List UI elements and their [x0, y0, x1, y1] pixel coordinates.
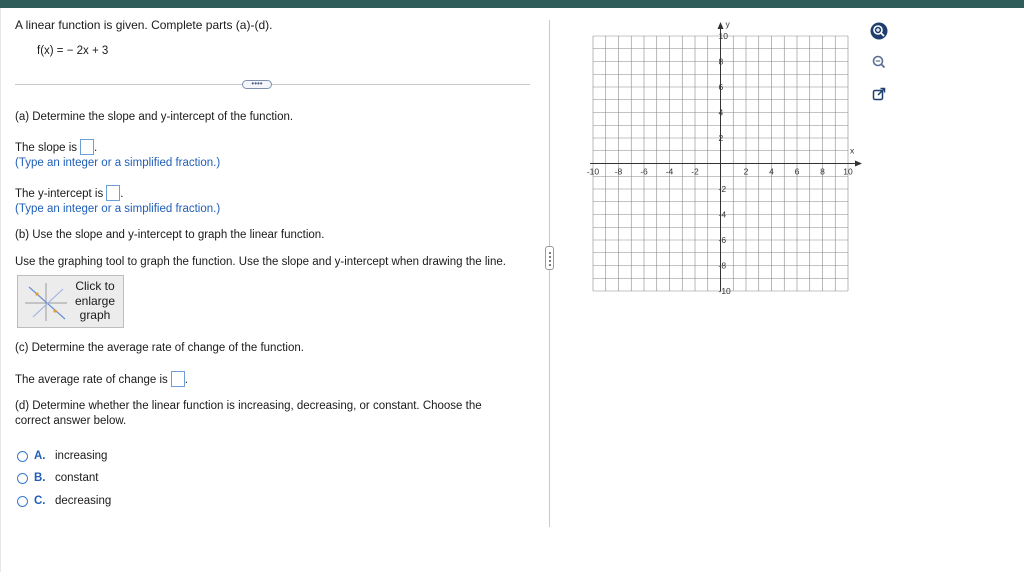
x-tick-label: -10: [586, 166, 600, 177]
rate-row: The average rate of change is .: [15, 371, 188, 387]
x-tick-label: 10: [843, 166, 853, 177]
intercept-input[interactable]: [106, 185, 120, 201]
option-c-radio[interactable]: [17, 496, 28, 507]
graph-canvas[interactable]: [586, 18, 866, 303]
slope-row: The slope is .: [15, 139, 97, 155]
slope-input[interactable]: [80, 139, 94, 155]
x-tick-label: 4: [769, 166, 774, 177]
x-tick-label: -4: [665, 166, 674, 177]
part-d-prompt-line2: correct answer below.: [15, 415, 127, 427]
y-tick-label: 6: [718, 82, 724, 92]
function-text: f(x) = − 2x + 3: [37, 45, 109, 57]
option-c[interactable]: [17, 495, 111, 507]
option-b-letter: B.: [34, 472, 46, 484]
x-tick-label: -6: [640, 166, 648, 177]
x-tick-label: 6: [794, 166, 800, 177]
enlarge-graph-label: Click to enlarge graph: [74, 279, 116, 322]
zoom-in-icon: [870, 22, 888, 40]
option-a-letter: A.: [34, 450, 46, 462]
y-tick-label: 10: [718, 31, 728, 41]
y-tick-label: -10: [718, 286, 731, 296]
part-a-prompt: (a) Determine the slope and y-intercept of the function.: [15, 111, 294, 123]
graph-thumbnail-icon: [23, 281, 69, 323]
slope-label: The slope is: [15, 142, 78, 154]
rate-label: The average rate of change is: [15, 374, 168, 386]
x-tick-label: -2: [691, 166, 699, 177]
y-tick-label: -8: [718, 260, 727, 271]
y-axis-arrow: [718, 22, 724, 29]
option-c-letter: C.: [34, 495, 46, 507]
pane-divider: [549, 20, 550, 527]
y-tick-label: -2: [718, 184, 727, 194]
option-b-radio[interactable]: [17, 473, 28, 484]
x-tick-label: -8: [614, 166, 623, 177]
option-a-text: increasing: [55, 450, 108, 462]
section-divider: [15, 84, 530, 85]
coordinate-graph[interactable]: [586, 18, 866, 303]
top-bar: [0, 0, 1024, 8]
y-tick-label: 8: [718, 56, 724, 67]
show-more-button[interactable]: ••••: [242, 80, 272, 89]
part-b-prompt: (b) Use the slope and y-intercept to graph the linear function.: [15, 229, 325, 241]
intercept-hint: (Type an integer or a simplified fraction.): [15, 203, 221, 215]
option-b-text: constant: [55, 472, 99, 484]
x-tick-label: 2: [743, 166, 749, 177]
part-b-instruction: Use the graphing tool to graph the function. Use the slope and y-intercept when drawing the line.: [15, 256, 506, 268]
option-a[interactable]: [17, 450, 107, 462]
pane-splitter-handle[interactable]: [545, 246, 554, 270]
enlarge-graph-button[interactable]: [17, 275, 124, 328]
zoom-in-button[interactable]: [869, 21, 889, 41]
y-tick-label: -4: [718, 209, 727, 220]
left-edge: [0, 8, 1, 572]
y-tick-label: 2: [718, 133, 724, 143]
intercept-label: The y-intercept is: [15, 188, 104, 200]
option-b[interactable]: [17, 472, 98, 484]
y-axis-label: y: [725, 19, 730, 29]
pop-out-button[interactable]: [869, 84, 889, 104]
intro-text: A linear function is given. Complete parts (a)-(d).: [15, 18, 273, 32]
option-c-text: decreasing: [55, 495, 112, 507]
y-tick-label: -6: [718, 235, 727, 245]
y-tick-label: 4: [718, 107, 724, 118]
rate-input[interactable]: [171, 371, 185, 387]
part-c-prompt: (c) Determine the average rate of change of the function.: [15, 342, 304, 354]
intercept-row: The y-intercept is .: [15, 185, 123, 201]
pop-out-icon: [870, 85, 888, 103]
x-axis-arrow: [855, 161, 862, 167]
zoom-out-button[interactable]: [869, 52, 889, 72]
option-a-radio[interactable]: [17, 451, 28, 462]
x-axis-label: x: [850, 145, 855, 156]
x-tick-label: 8: [820, 166, 825, 177]
slope-hint: (Type an integer or a simplified fraction.): [15, 157, 221, 169]
zoom-out-icon: [870, 53, 888, 71]
part-d-prompt-line1: (d) Determine whether the linear function is increasing, decreasing, or constant. Choose the: [15, 400, 482, 412]
